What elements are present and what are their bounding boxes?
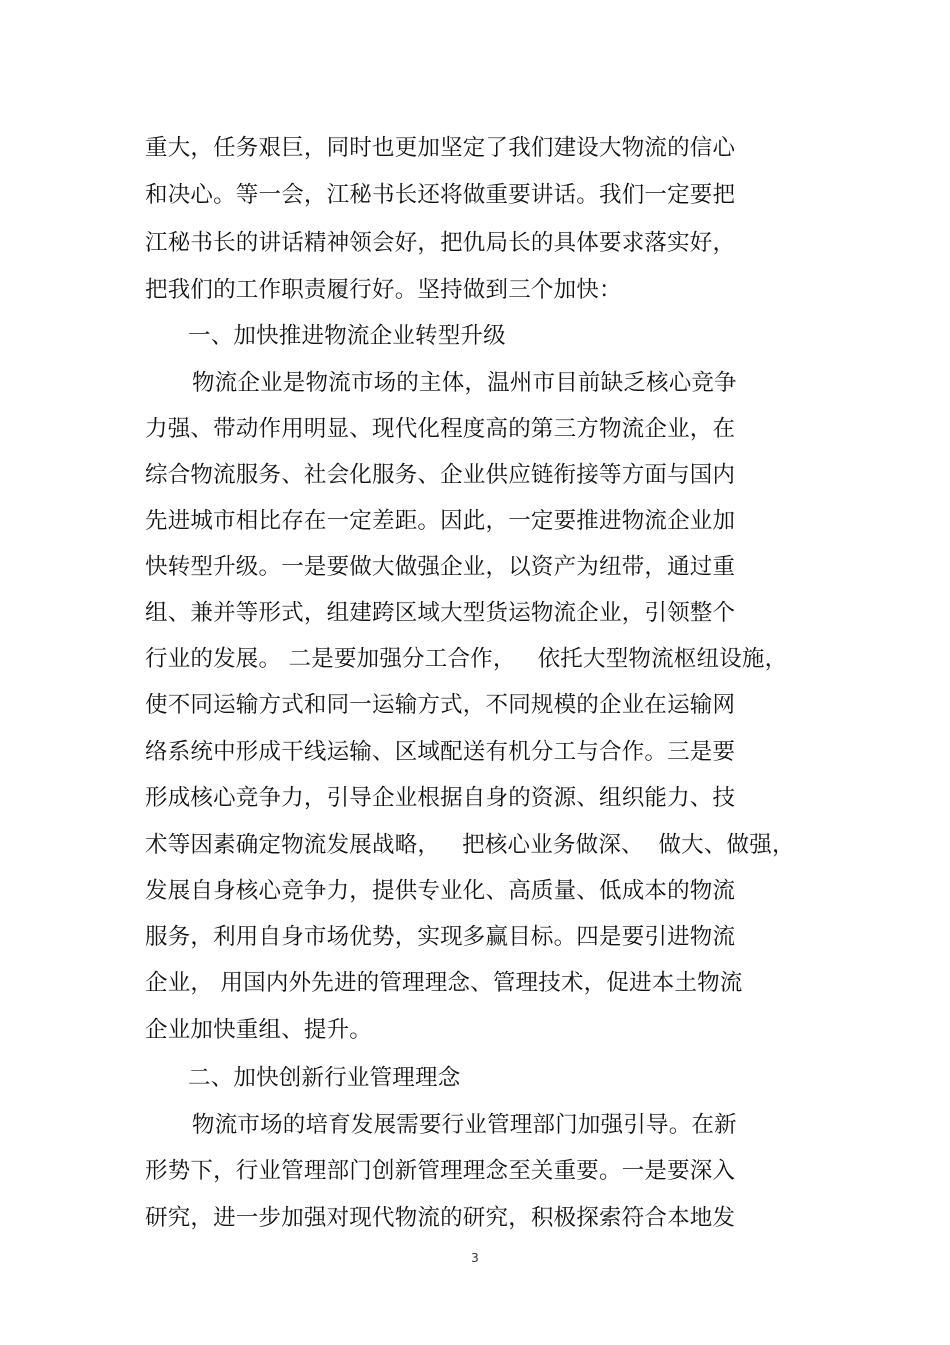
- text-line: 先进城市相比存在一定差距。因此，一定要推进物流企业加: [145, 508, 736, 534]
- text-line: 重大，任务艰巨，同时也更加坚定了我们建设大物流的信心: [145, 135, 736, 161]
- text-line: 形势下，行业管理部门创新管理理念至关重要。一是要深入: [145, 1158, 736, 1184]
- text-line: 发展自身核心竞争力，提供专业化、高质量、低成本的物流: [145, 878, 736, 904]
- text-line: 企业， 用国内外先进的管理理念、管理技术，促进本土物流: [145, 970, 743, 996]
- text-line: 术等因素确定物流发展战略， 把核心业务做深、 做大、做强，: [145, 832, 795, 858]
- section-heading: 二、加快创新行业管理理念: [188, 1065, 461, 1091]
- text-line: 络系统中形成干线运输、区域配送有机分工与合作。三是要: [145, 739, 736, 765]
- text-line: 服务，利用自身市场优势，实现多赢目标。四是要引进物流: [145, 924, 736, 950]
- text-line: 江秘书长的讲话精神领会好，把仇局长的具体要求落实好，: [145, 230, 736, 256]
- page-number: 3: [471, 1251, 479, 1265]
- text-line: 快转型升级。一是要做大做强企业，以资产为纽带，通过重: [145, 554, 736, 580]
- text-line: 形成核心竞争力，引导企业根据自身的资源、组织能力、技: [145, 785, 736, 811]
- text-line: 组、兼并等形式，组建跨区域大型货运物流企业，引领整个: [145, 600, 736, 626]
- text-line: 和决心。等一会，江秘书长还将做重要讲话。我们一定要把: [145, 182, 736, 208]
- text-line: 把我们的工作职责履行好。坚持做到三个加快：: [145, 277, 622, 303]
- text-line: 企业加快重组、提升。: [145, 1017, 373, 1043]
- paragraph-first-line: 物流企业是物流市场的主体，温州市目前缺乏核心竞争: [192, 370, 737, 396]
- text-line: 研究，进一步加强对现代物流的研究，积极探索符合本地发: [145, 1205, 736, 1231]
- text-line: 综合物流服务、社会化服务、企业供应链衔接等方面与国内: [145, 462, 736, 488]
- text-line: 力强、带动作用明显、现代化程度高的第三方物流企业，在: [145, 416, 736, 442]
- text-line: 行业的发展。 二是要加强分工合作， 依托大型物流枢纽设施，: [145, 646, 788, 672]
- paragraph-first-line: 物流市场的培育发展需要行业管理部门加强引导。在新: [192, 1112, 737, 1138]
- text-line: 使不同运输方式和同一运输方式，不同规模的企业在运输网: [145, 692, 736, 718]
- section-heading: 一、加快推进物流企业转型升级: [188, 323, 506, 349]
